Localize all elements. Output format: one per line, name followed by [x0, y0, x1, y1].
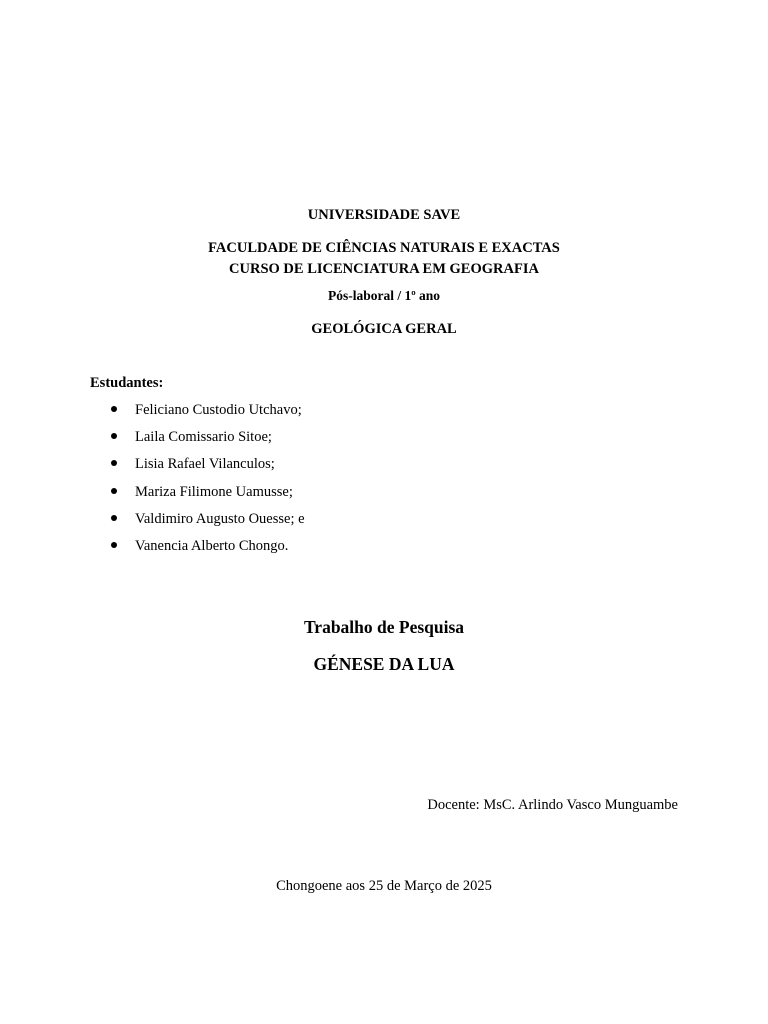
discipline-name: GEOLÓGICA GERAL	[311, 321, 457, 337]
work-title: GÉNESE DA LUA	[313, 654, 455, 674]
bullet-icon	[111, 460, 117, 466]
list-item	[90, 536, 305, 563]
university-name: UNIVERSIDADE SAVE	[307, 207, 461, 223]
list-item	[90, 454, 305, 481]
work-type: Trabalho de Pesquisa	[303, 617, 465, 637]
bullet-icon	[111, 406, 117, 412]
list-item	[90, 427, 305, 454]
student-name: Lisia Rafael Vilanculos;	[135, 456, 275, 473]
student-name: Mariza Filimone Uamusse;	[135, 483, 293, 500]
list-item	[90, 400, 305, 427]
place-date: Chongoene aos 25 de Março de 2025	[276, 878, 492, 894]
regime-year: Pós-laboral / 1º ano	[327, 288, 441, 303]
teacher-name: Docente: MsC. Arlindo Vasco Munguambe	[427, 797, 678, 813]
students-list	[90, 400, 305, 563]
bullet-icon	[111, 488, 117, 494]
bullet-icon	[111, 433, 117, 439]
student-name: Vanencia Alberto Chongo.	[135, 537, 289, 554]
faculty-name: FACULDADE DE CIÊNCIAS NATURAIS E EXACTAS	[208, 240, 560, 256]
bullet-icon	[111, 542, 117, 548]
bullet-icon	[111, 515, 117, 521]
student-name: Feliciano Custodio Utchavo;	[135, 402, 302, 418]
students-label: Estudantes:	[90, 375, 164, 391]
list-item	[90, 509, 305, 536]
student-name: Valdimiro Augusto Ouesse; e	[135, 510, 305, 527]
list-item	[90, 482, 305, 509]
course-name: CURSO DE LICENCIATURA EM GEOGRAFIA	[229, 261, 539, 277]
student-name: Laila Comissario Sitoe;	[135, 429, 272, 446]
